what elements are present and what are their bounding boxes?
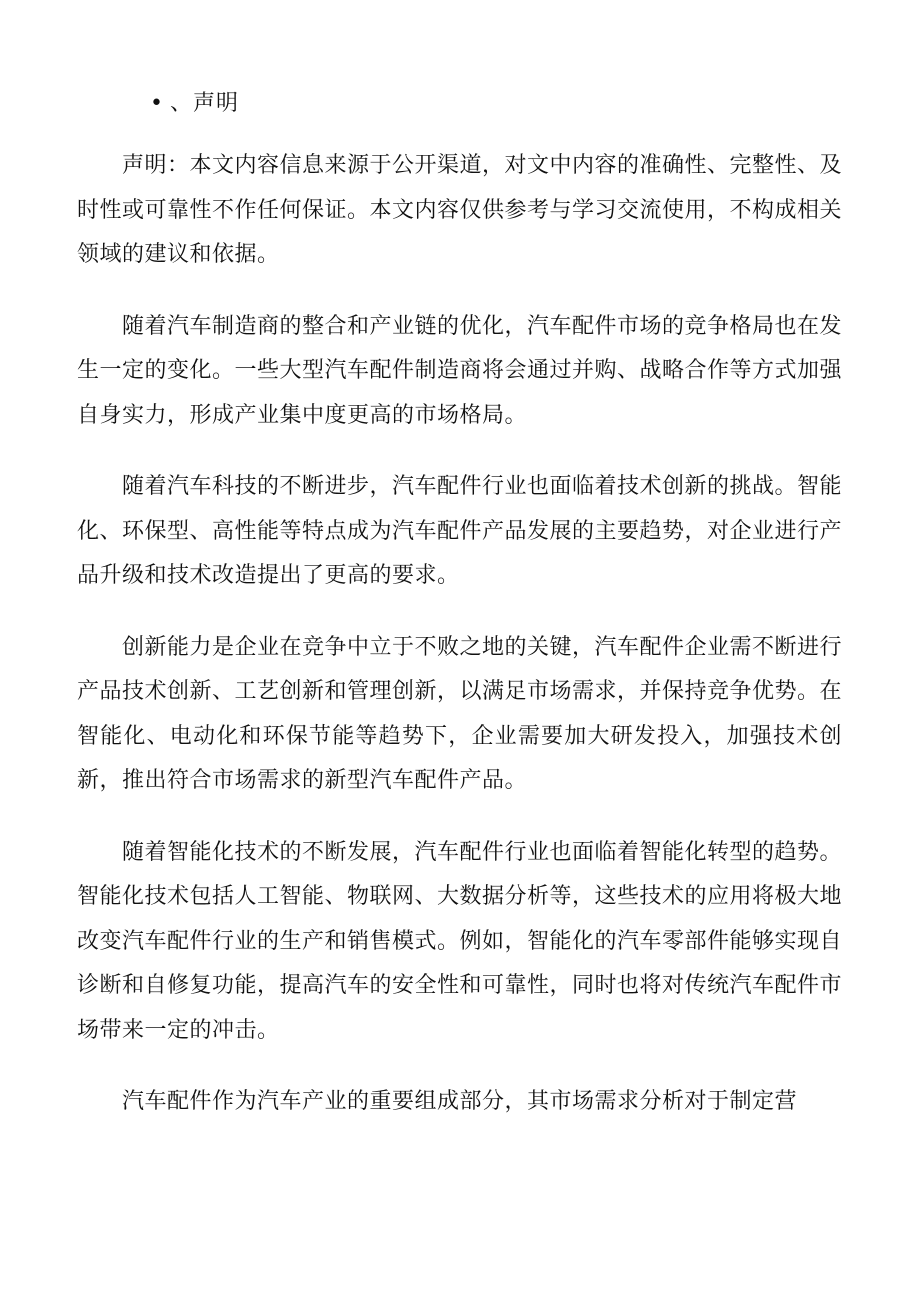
document-body xyxy=(77,144,842,1152)
section-heading-text: 、声明 xyxy=(170,91,240,116)
body-paragraph: 随着汽车科技的不断进步，汽车配件行业也面临着技术创新的挑战。智能化、环保型、高性能等特点成为汽车配件产品发展的主要趋势，对企业进行产品升级和技术改造提出了更高的要求。 xyxy=(77,474,843,588)
body-paragraph: 随着汽车制造商的整合和产业链的优化，汽车配件市场的竞争格局也在发生一定的变化。一些大型汽车配件制造商将会通过并购、战略合作等方式加强自身实力，形成产业集中度更高的市场格局。 xyxy=(77,313,843,428)
body-paragraph: 随着智能化技术的不断发展，汽车配件行业也面临着智能化转型的趋势。智能化技术包括人工智能、物联网、大数据分析等，这些技术的应用将极大地改变汽车配件行业的生产和销售模式。例如，智能化的汽车零部件能够实现自诊断和自修复功能，提高汽车的安全性和可靠性，同时也将对传统汽车配件市场带来一定的冲击。 xyxy=(77,839,843,1043)
body-paragraph: 创新能力是企业在竞争中立于不败之地的关键，汽车配件企业需不断进行产品技术创新、工艺创新和管理创新，以满足市场需求，并保持竞争优势。在智能化、电动化和环保节能等趋势下，企业需要加大研发投入，加强技术创新，推出符合市场需求的新型汽车配件产品。 xyxy=(77,634,843,793)
body-paragraph: 汽车配件作为汽车产业的重要组成部分，其市场需求分析对于制定营 xyxy=(122,1089,798,1114)
section-heading xyxy=(150,86,239,122)
disclaimer-paragraph: 声明：本文内容信息来源于公开渠道，对文中内容的准确性、完整性、及时性或可靠性不作任何保证。本文内容仅供参考与学习交流使用，不构成相关领域的建议和依据。 xyxy=(77,153,843,267)
bullet-icon: • xyxy=(150,91,164,116)
